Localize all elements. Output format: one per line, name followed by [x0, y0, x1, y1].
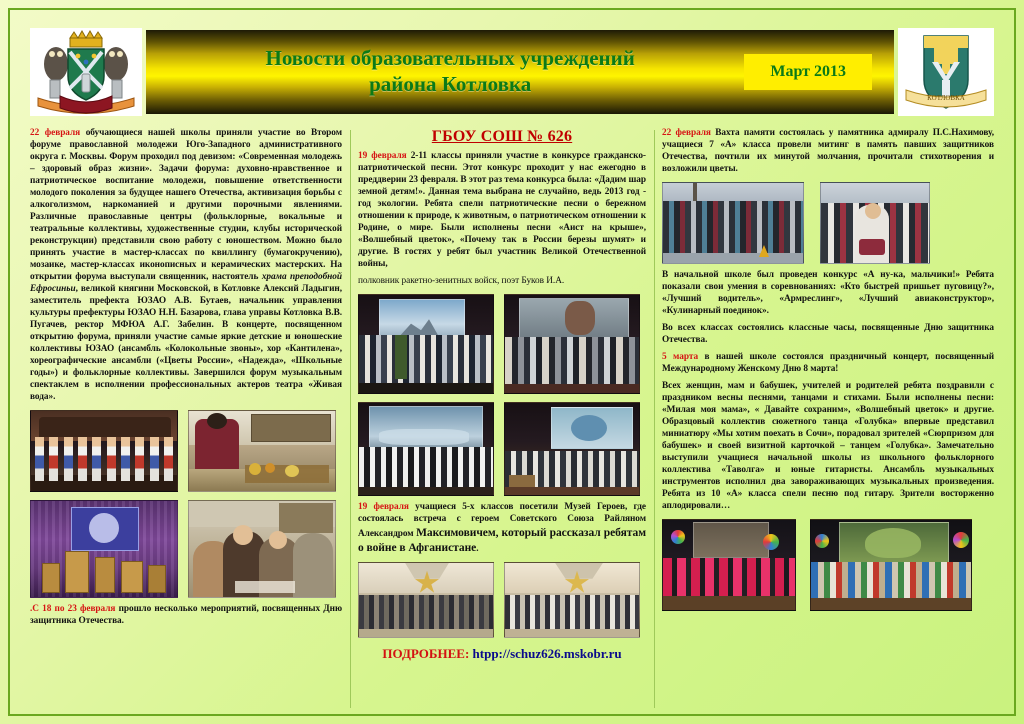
photo-museum-group-1 [358, 562, 494, 638]
mid-paragraph-1 [358, 151, 646, 271]
left-footer-text: прошло несколько мероприятий, посвященных Дню защитника Отечества. [30, 603, 342, 626]
left-footer-paragraph [30, 604, 342, 628]
mid-paragraph-2-text: учащиеся 5-х классов посетили Музей Героев, где состоялась встреча с героем Советского Союза Райляном Александром [358, 501, 646, 539]
mid-paragraph-1-text: 2-11 классы приняли участие в конкурсе гражданско-патриотической песни. Этот конкурс проходит у нас ежегодно в преддверии 23 февраля. В этот раз тема конкурса была: «Дадим шар земной детям!». Данная тема выбрана не случайно, ведь 2013 год - год экологии. Ребята спели патриотические песни о бережном отношении к природе, к животным, о патриотическом отношении к Родине, о мире. Были исполнены песни «Аист на крыше», «Волшебный цветок», «Почему так в России березы шумят» и другие. В гостях у ребят был участник Великой Отечественной войны, [358, 151, 646, 269]
mid-photo-grid-top [358, 294, 646, 496]
photo-memorial-rally-2 [820, 182, 930, 264]
photo-choir-with-screen [504, 402, 640, 496]
crest-ribbon-text: КОТЛОВКА [927, 94, 965, 102]
coat-of-arms-yuzao-icon [30, 28, 142, 116]
left-paragraph-1 [30, 128, 342, 404]
right-paragraph-3: Во всех классах состоялись классные часы, посвященные Дню защитника Отечества. [662, 322, 994, 345]
photo-dance-goluбka [662, 519, 796, 611]
left-column [30, 128, 342, 710]
photo-group-with-veteran [358, 294, 494, 394]
more-info-line[interactable] [358, 646, 646, 662]
photo-museum-group-2 [504, 562, 640, 638]
mid-photo-grid-bottom [358, 562, 646, 638]
right-photo-grid-top [662, 182, 994, 264]
content-columns [30, 128, 994, 710]
right-paragraph-2: В начальной школе был проведен конкурс «А ну-ка, мальчики!» Ребята показали свои умения в соревнованиях: «Кто быстрей пришьет пуговицу?», «Лучший водитель», «Армреслинг», «Лучший авиаконструктор», «Кулинарный поединок». [662, 269, 994, 316]
middle-column [358, 128, 646, 710]
mid-paragraph-1-note: полковник ракетно-зенитных войск, поэт Буков И.А. [358, 275, 565, 286]
page-title-line2: района Котловка [369, 72, 532, 96]
left-paragraph-1-date: 22 февраля [30, 128, 81, 138]
photo-folk-ensemble-tavolga [810, 519, 972, 611]
right-paragraph-1-text: Вахта памяти состоялась у памятника адмиралу П.С.Нахимову, учащиеся 7 «А» класса провели митинг в память павших защитников Отечества, почтили их минутой молчания, прочитали стихотворения и возложили цветы. [662, 128, 994, 174]
mid-paragraph-2 [358, 502, 646, 556]
left-paragraph-1-text: обучающиеся нашей школы приняли участие во Втором форуме православной молодежи Юго-Западного административного округа г. Москвы. Форум проходил под девизом: «Современная молодежь – здоровый образ жизни». Задачи форума: духовно-нравственное и патриотическое воспитание молодежи, повышение ответственности молодого поколения за будущее нашего Отечества, активизация борьбы с алкоголизмом, наркоманией и другими порочными явлениями. Различные православные центры (фольклорные, вокальные и театральные коллективы, художественные студии, клубы исторической реконструкции) представили свою работу с юношеством. Можно было принять участие в мастер-классах по квиллингу (бумагокручению), мозаике, мастер-классах иконописных и керамических мастерских. На открытии форума выступали священник, настоятель [30, 128, 342, 282]
more-info-label: ПОДРОБНЕЕ: [382, 645, 470, 661]
coat-of-arms-kotlovka-icon [898, 28, 994, 116]
photo-folk-dance-ensemble [30, 410, 178, 492]
page-title [146, 46, 744, 97]
left-paragraph-1-tail: , великой княгини Московской, в Котловке Алексий Ладыгин, заместитель префекта ЮЗАО А.В. Бутаев, начальник управления культуры префектуры ЮЗАО Н.Н. Базарова, глава управы Котловка В.В. Пугачев, ректор МФЮА А.Г. Забелин. В концерте, посвященном открытию форума, приняли участие самые яркие детские и юношеские коллективы ЮЗАО (ансамбль «Колокольные звоны», хор «Кантилена», хореографические ансамбли («Цветы России», «Надежда», «Школьные годы») и фольклорные коллективы. Завершился форум музыкальным спектаклем в исполнении профессиональных актеров театра «Живая вода». [30, 283, 342, 402]
right-paragraph-4-text: в нашей школе состоялся праздничный концерт, посвященный Международному Женскому Дню 8 марта! [662, 351, 994, 374]
right-column [662, 128, 994, 710]
right-paragraph-4-date: 5 марта [662, 351, 699, 362]
newsletter-header [30, 28, 994, 116]
mid-paragraph-2-emph: Максимовичем, который рассказал ребятам о войне в Афганистане [358, 526, 646, 554]
mid-paragraph-2-tail: . [476, 543, 479, 554]
left-paragraph-1-italic: храма преподобной Ефросиньи [30, 271, 342, 294]
more-info-url[interactable]: htpp://schuz626.mskobr.ru [472, 645, 622, 661]
right-paragraph-1-date: 22 февраля [662, 128, 711, 138]
photo-stage-decor-lanterns [30, 500, 178, 598]
photo-choir-schoolgirls [358, 402, 494, 496]
right-paragraph-5: Всех женщин, мам и бабушек, учителей и родителей ребята поздравили с праздником весны песнями, танцами и стихами. Были исполнены песни: «Милая моя мама», « Давайте сохраним», «Волшебный цветок» и другие. Образцовый коллектив сюжетного танца «Голубка» впервые представил миниатюру «Мы хотим поехать в Сочи», порадовал зрителей «Сюрпризом для бабушек» и своей визитной карточкой – танцем «Голубка». Замечательно выступили учащиеся начальной школы из школьного фольклорного коллектива «Таволга» и юные гитаристы. Ансамбль музыкальных инструментов исполнил два завораживающих музыкальных произведения. Ребята из 10 «А» класса спели песню под гитару. Зрители восторженно аплодировали… [662, 380, 994, 511]
right-photo-grid-bottom [662, 519, 994, 611]
right-paragraph-1 [662, 128, 994, 176]
column-divider-2 [654, 130, 655, 708]
column-divider-1 [350, 130, 351, 708]
photo-memorial-rally-1 [662, 182, 804, 264]
mid-paragraph-1-date: 19 февраля [358, 151, 407, 161]
banner-title-bar [146, 30, 894, 114]
photo-masterclass-girls [188, 500, 336, 598]
photo-students-on-stage [504, 294, 640, 394]
page-title-line1: Новости образовательных учреждений [265, 46, 635, 71]
left-footer-date: .С 18 по 23 февраля [30, 603, 116, 614]
school-section-title: ГБОУ СОШ № 626 [431, 128, 573, 145]
mid-paragraph-2-date: 19 февраля [358, 501, 409, 512]
issue-date-badge: Март 2013 [744, 54, 872, 90]
left-photo-grid [30, 410, 342, 598]
photo-craft-fair-table [188, 410, 336, 492]
right-paragraph-4 [662, 352, 994, 376]
